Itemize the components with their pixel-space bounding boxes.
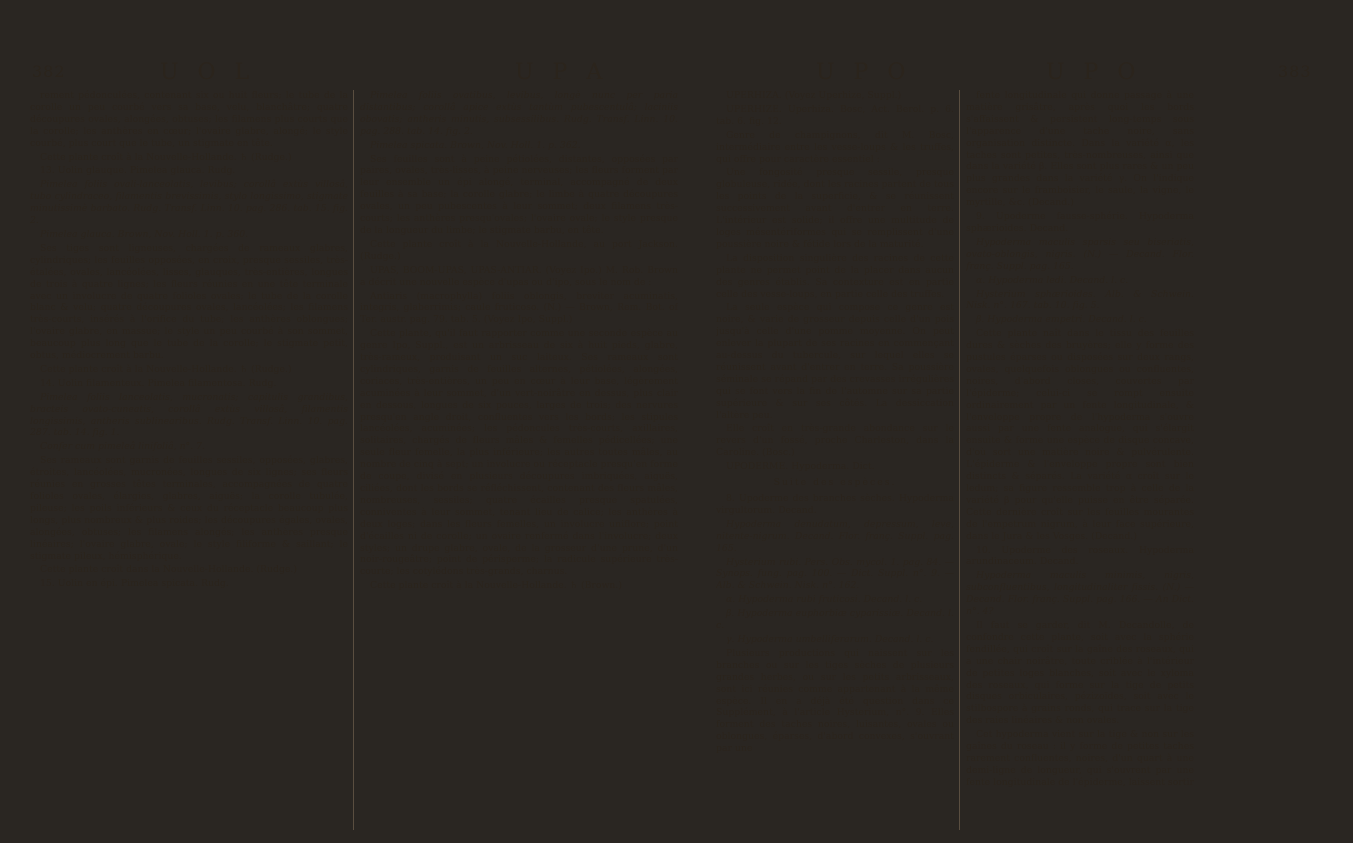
- paragraph: Genre de champignons, dit M. Bosc, intermédiaire entre les vesse-loups & les truffes, qui offre pour caractère essentiel :: [716, 129, 954, 165]
- paragraph: Hysterium sphærioides. Alb. & Schwein. Nisk. n°. 167. tab. 10. fig. 5.: [966, 288, 1194, 312]
- right-column-a: [716, 90, 954, 830]
- running-head-left-1: U O L: [160, 60, 256, 85]
- paragraph: Cette plante, qu'il faut rapporter comme une seconde espèce au genre Ipo, Suppl., est un arbrisseau de six à huit pieds, glabre, très-rameux, produisant un suc laiteux. Ses rameaux sont cylindriques, garnis de feuilles alternes, pétiolées, alongées, coriaces, très-entières, un peu en cœur à leur base, légèrement acuminées à leur sommet, d'un vert-noirâtre en dessus, plus clair en dessous, longues de six pouces, larges de trois; des nervures presqu'en angle droit, confluentes vers les bords; les stipules lancéolées, acuminées; les pédoncules très-courts, axillaires, solitaires, chargés de fleurs mâles & femelles pédicellées; une seule fleur femelle, la plus inférieure; les autres toutes mâles, au nombre de cinq à sept; un involucre ou réceptacle presqu'en forme de coupe, divisé en plusieurs découpures imbriquées, aiguës, ciliées, dont les bords se réfléchissent, contenant des fleurs mâles, nombreuses, sessiles; quatre écailles presque spatulées, conniventes à leur sommet, tenant lieu de calice; les anthères à deux loges; dans les fleurs femelles, un involucre uniflore; point d'écailles ni de corolle; un ovaire renfermé dans l'involucre; deux styles; un drupe glabre, ovale, de la grosseur d'une prune, d'un noir-rougeâtre; point de périsperme; la radicule supérieure très-courte; les cotylédons très-grands, charnus.: [360, 328, 678, 578]
- paragraph: γ. Hypoderma umbelliferarum. Decand. l. c.: [726, 633, 934, 645]
- paragraph: Antiaris (macrophylla) foliis oblongis, breviter acuminatis, integris, glaberrimis; caule fruticoso. (N.) — Brown, Rem. Bot. of Ter. austr. pag. 79. tab. 5. (Voyez Ipo, Suppl.): [360, 290, 678, 326]
- paragraph: UPODERME. Hypoderma. Dict.: [726, 461, 875, 473]
- paragraph: Ses tiges sont ligneuses, chargées de rameaux glabres, cylindriques; les feuilles opposées, en croix, presque sessiles, très-étalées, ovales, lancéolées, lisses, glauques, très-entières, longues de trois à quatre lignes; les fleurs réunies en une tête terminale avec un involucre de quatre folioles ovales; le tube de la corolle blanc & velu; quatre découpures ovales, lancéolées; les filamens très-courts, insérés à l'orifice du tube; les anthères oblongues; l'ovaire glabre, en massue; le style un peu courbé à son sommet, beaucoup plus long que le tube de la corolle; le stigmate petit, obtus, médiocrement barbu.: [30, 242, 348, 362]
- page-number-right: 383: [1278, 62, 1312, 81]
- column-divider: [959, 90, 960, 830]
- paragraph: Cette plante naît dans le tissu des feuilles dures & sèches des bruyères; elle y forme des pustules éparses ou disposées sur deux rangs, ovales, quelquefois oblongues ou confluentes, noires, d'abord closes, couvertes par l'épiderme; celui-ci se rompt ensuite ordinairement par un fente longitudinale, & l'enveloppe propre de l'hypoderma s'ouvre aussi par une fente analogue, qui s'élargit ensuite & forme une espèce de disque concave, d'où sort une matière noire & pulvérulente. L'épiderme & l'enveloppe propre sont bien distincts & séparés. La variété α croît sur le ledum; sa figure ressemble trop à celle de la variété β pour qu'elle puisse en être séparée. Cette dernière croît sur les feuilles mourantes de l'empetrum nigrum, à leur face supérieure, dans le Jura & les Vosges. (Decand.): [966, 328, 1194, 542]
- paragraph: Cet hypoderma vient sur la tige & non sur les gaînes du roseau : il y forme de petites taches rarement confluentes, noires, d'un quart à une demi-ligne de longueur, qui s'ouvrent par une fente longitudinale de l'épiderme, laissent sortir: [966, 729, 1194, 788]
- running-head-left-2: U P A: [515, 60, 609, 85]
- left-column-a: [30, 90, 348, 830]
- paragraph: Pimelea spicata. Brown, Nov. Holl. 1. p. 362.: [370, 139, 581, 151]
- paragraph: Il faut se garder, dit M. Decandolle, de confondre cette plante, soit avec la sphérie fendillée, qui croît sur la gaîne des roseaux, qui a une chair noirâtre, toute criblée à l'intérieur de petites loges blanches, soit avec le xyloma des roseaux, qui forme sur la tige de petits disques orbiculaires, pézizoïdes, soit avec le stilbospore à grains ronds, qui trace sur la tige des raies linéaires & non ovales.: [966, 619, 1194, 727]
- right-page: [706, 0, 1346, 843]
- paragraph: Cette plante croît à la Nouvelle-Hollande, au port Jackson. (Rudge.): [360, 238, 678, 262]
- paragraph: 10. Upoderme des roseaux. Hypoderma arundinaceum. Decand.: [966, 544, 1194, 568]
- paragraph: α. Hypoderma ledi. Decand. l. c.: [976, 274, 1129, 286]
- paragraph: β. Hypoderma empetri. Decand. l. c.: [976, 314, 1147, 326]
- paragraph: Pimelea foliis lanceolatis, mucronatis; capitulis grandibus, bracteis ovato-cuneatis, corollâ extùs villosâ, filamentis longissimis, antheris sublinearibus. Rudg. Transf. Linn. 10. pag. 287. tab. 14. fig. 1.: [30, 391, 348, 439]
- paragraph: Ses rameaux sont garnis de feuilles sessiles, opposées, glabres, étroites, lancéolées, mucronées, longues de six lignes; ses fleurs réunies en grosses têtes terminales, accompagnées de quatre folioles ovales, élargies, glabres, aiguës; la corolle tubulée, pileuse; les poils inférieurs & ceux du réceptacle beaucoup plus longs, plus nombreux & plus roides; les découpures égales, ovales, alongées, obtuses; les filamens alongés; les anthères presque linéaires; l'ovaire glabre, ovale; le style filiforme & saillant; le stigmate pileux, hémisphérique.: [30, 455, 348, 562]
- paragraph: Cette plante croît à la Nouvelle-Hollande. ♄ (Rudge.): [40, 151, 292, 163]
- running-head-right-2: U P O: [1046, 60, 1142, 85]
- paragraph: α. Hypoderma rubi fruticosi. Decand. l. c.: [726, 594, 923, 606]
- paragraph: Hypoderma maculis sparsis seu biseriatis, ovato-oblongis, nigris. (N.) — Decand. Flor. franç. Suppl. pag. 165.: [966, 236, 1194, 272]
- paragraph: UPAS, BOOM-UPAS, UPAS-ANTIAR. (Voyez Ipo.) M. Rob. Brown a décrit une nouvelle espèce d'upas ou d'ipo, sous le nom de :: [360, 264, 678, 288]
- paragraph: Pimelea foliis ovatibus, levibus, longè nunc per paria distantibus; corollâ apice extùs tantùm pubescentulâ; laciniis obovatis; antheris minutis, subsessilibus. Rudg. Transf. Linn. 10. pag. 288. tab. 14. fig. 2.: [360, 90, 678, 137]
- paragraph: UPERHIZE. Uperhiza. Bosc, Act. Berol. p. 6. tab. 6. fig. 12.: [716, 103, 954, 127]
- paragraph: Plusieurs productions qui naissent sur les branches ou sur les tiges sèches de plusieurs grandes herbes, ou sur les petits arbrisseaux, sont ici réunies comme appartenant à la même espèce. Il en a déjà été question dans ce Supplément, à l'article Hysterium, n°. 9. Elles forment des taches noires, luisantes, ovales ou oblongues, éparses, d'abord convexes, s'ouvrant par une: [716, 647, 954, 755]
- column-divider: [353, 90, 354, 830]
- left-running-head: [10, 58, 700, 88]
- paragraph: Hypoderma maculis minimis, nigris, subconfluentibus, longitudinaliter fissis. (N.) — Decand. Flor. franç. Suppl. pag. 166. — An Dict. n°. 4?: [966, 570, 1194, 618]
- paragraph: Ses feuilles sont à peine pétiolées, distantes, opposées par paires, ovales, très-lisses, à peine nerveuses; les fleurs forment par leur ensemble un épi alongé, terminal, accompagné de deux feuilles à sa base; la corolle glabre; le limbe à quatre découpures ovales, un peu pubescentes à leur sommet; deux filamens très-courts; les anthères presqu'ovales; l'ovaire ovale; le style presque de la longueur du limbe; le stigmate barbu, en tête.: [360, 153, 678, 236]
- paragraph: 8. Upoderme des branches sèches. Hypoderma virgultorum. Decand.: [716, 493, 954, 516]
- paragraph: 13. Uolin glauque. Pimelea glauca. Rudg.: [40, 165, 236, 177]
- paragraph: 9. Upoderme fausse-sphérie. Hypoderma sphærioides. Decand.: [966, 211, 1194, 234]
- paragraph: La seule espèce qui compose ce genre est noire, & varie de grosseur depuis celle d'un pois jusqu'à celle d'une pomme moyenne. On peut enlever la plupart de ses racines en commençant au-dessus du tubercule, sur lequel elles se réunissent avant d'entrer en terre. Sa poussière séminale se répand par des crevasses irrégulières qui se font vers la fin de l'automne sur sa partie supérieure & sur ses côtés. La dessiccation l'altère peu.: [716, 302, 954, 421]
- paragraph: Confer cum pimeleâ linifoliâ, n°. 7.: [40, 441, 205, 453]
- paragraph: Elle croît en très-grande abondance sur le revers d'un fossé, proche Charleston, dans la Caroline. (Bosc.): [716, 423, 954, 459]
- paragraph: rement pédonculées, contenant six ou huit fleurs; le tube de la corolle un peu courbé vers sa base, velu, blanchâtre; quatre découpures ovales, alongées, obtuses; les filamens plus courts que la corolle; les anthères en cœur; l'ovaire glabre, alongé; le style courbé, plus court que le tube, un stigmate en tête.: [30, 90, 348, 149]
- paragraph: Cette plante croît à la Nouvelle-Hollande. ♄ (Rudge.): [40, 363, 292, 375]
- paragraph: Pimelea glauca. Brown, Nov. Holl. 1. p. 360.: [40, 228, 249, 240]
- paragraph: β. Hypoderma euphorbiæ cyparissiæ. Decand. l. c.: [716, 608, 954, 632]
- left-column-b: [360, 90, 678, 830]
- left-page: [10, 0, 700, 843]
- paragraph: fente longitudinale qui donne passage à une matière grisâtre, après quoi les bords s'affaissent & persistent long-temps sous l'apparence d'une tache noire, sans organisation distincte. Dans la variété α, les taches sont petites, très-nombreuses, ainsi que dans la variété β. Elles sont plus rares & un peu plus grandes dans la variété γ. On l'indique encore sur le framboisier, le saule, la vigne, le myrtille, &c. (Decand.): [966, 90, 1194, 209]
- paragraph: Hysterium rubi. Pers. Obs. mycol. 1. pag. 84. — Synops. fung. pag. 100. — Dict. Suppl. n°. 9. — Alb. & Schwein. Nisk. n°. 162.: [716, 556, 954, 592]
- paragraph: Cette plante croît à la Nouvelle-Hollande. ♄ (Brown.): [370, 580, 623, 592]
- section-heading: Suite des espèces.: [773, 477, 897, 489]
- paragraph: Pimelea foliis ovali-lanceolatis, levibus; corollâ extùs villosâ, tubo cylindraceo, filamentis brevissimis, stylo longissimo, stigmate minutissimè barbato. Rudg. Transf. Linn. 10. pag. 286. tab. 15. fig. 2.: [30, 179, 348, 227]
- paragraph: 15. Uolin en épi. Pimelea spicata. Rudg.: [40, 578, 229, 590]
- paragraph: Hypoderma denudatum, depressum, leve, nitente-nigrum. Decand. Flor. franç. Suppl. pag. 165.: [716, 518, 954, 554]
- page-number-left: 382: [32, 62, 66, 81]
- paragraph: La disposition singulière des racines de cette plante ne permet point de la placer dans aucun des genres établis. Sa contexture est en partie celle des vesse-loups, en partie celle des truffes.: [716, 252, 954, 300]
- right-running-head: [706, 58, 1346, 88]
- paragraph: UPERHIZA. (Voyez Uperhize, Suppl.): [726, 90, 902, 101]
- right-column-b: [966, 90, 1194, 830]
- paragraph: 14. Uolin filamenteux. Pimelea filamentosa. Rudg.: [40, 377, 277, 389]
- paragraph: Une fongosité presque sessile, presque globuleuse, ridée, dont les racines partent de tous les points de la superficie, & se réunissent successivement avant d'entrer en terre. L'intérieur est solide; il offre une multitude de loges mésentériformes qui se remplissent d'une poussière noire & fétide lors de la maturité.: [716, 167, 954, 250]
- running-head-right-1: U P O: [816, 60, 912, 85]
- paragraph: Cette plante croît dans la Nouvelle-Hollande. (Rudge.): [40, 564, 297, 576]
